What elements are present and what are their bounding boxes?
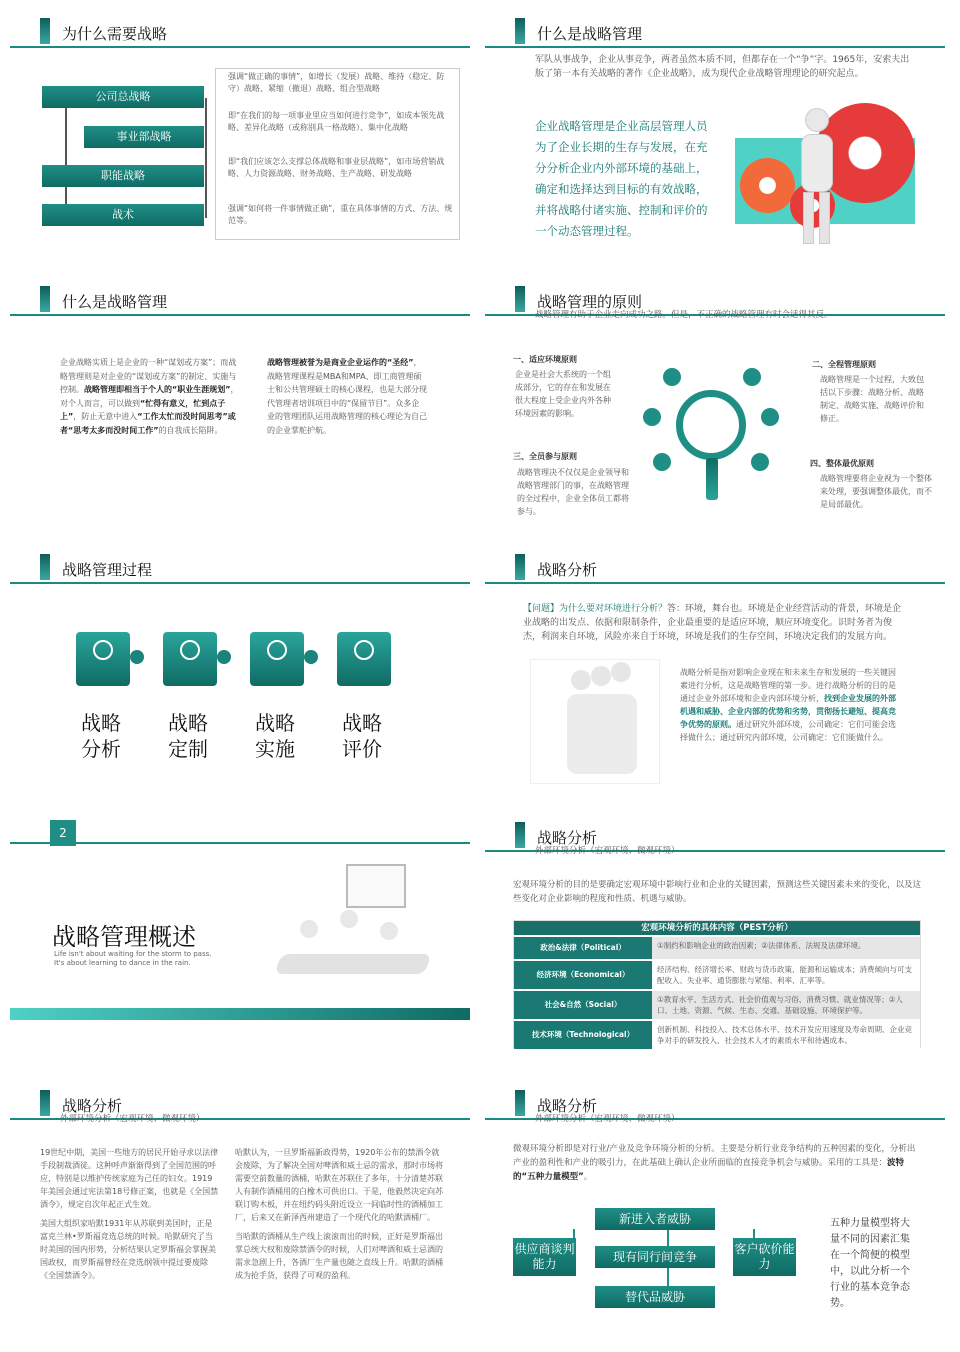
case-col1: 19世纪中期，美国一些地方的居民开始寻求以法律手段制裁酒徒。这种呼声渐渐得到了全国范围的呼应，特别是以维护传统家庭为己任的妇女。1919年美国会通过宪法第18号修正案，也就是《全国禁酒令》，规定自次年起正式生效。 美国大组织家哈默1931年从苏联到美国时，正是富克兰林•罗斯福竞选总统的时候。哈默研究了当时美国的国内形势，分析结果认定罗斯福会掌握美国政权，而罗斯福曾经在竞选纲领中提过要废除《全国禁酒令》。 <box>40 1148 219 1280</box>
box-corporate-strategy: 公司总战略 <box>42 86 204 108</box>
force-buyers: 客户砍价能力 <box>733 1238 796 1276</box>
slide-title: 什么是战略管理 <box>62 293 168 311</box>
step-3: 战略 实施 <box>250 632 332 772</box>
slide-title: 战略分析 <box>537 1097 598 1115</box>
briefcase-icon <box>93 640 113 660</box>
slide-analysis-pest <box>485 812 945 1062</box>
force-new-entrants: 新进入者威胁 <box>595 1208 715 1230</box>
section-number: 2 <box>50 820 76 846</box>
intro-text: 宏观环境分析的目的是要确定宏观环境中影响行业和企业的关键因素，预测这些关键因素未来的变化，以及这些变化对企业影响的程度和性质、机遇与威胁。 <box>513 880 922 904</box>
subtitle: 外部环境分析（宏观环境、微观环境） <box>535 846 680 856</box>
bullet-1: 强调“做正确的事情”，如增长（发展）战略、维持（稳定、防守）战略、紧缩（撤退）战略、组合型战略 <box>228 72 445 93</box>
bullet-4: 强调“如何将一件事情做正确”，重在具体事情的方式、方法、规范等。 <box>228 204 453 225</box>
slide-five-forces <box>485 1080 945 1342</box>
force-suppliers: 供应商谈判能力 <box>513 1238 576 1276</box>
box-functional-strategy: 职能战略 <box>42 165 204 187</box>
section-title: 战略管理概述 <box>52 923 196 951</box>
slide-title: 战略分析 <box>537 829 598 847</box>
principle-2-title: 二、全程管理原则 <box>812 360 876 369</box>
table-row: 技术环境（Technological） 创新机制、科技投入、技术总体水平、技术开发应用速度及寿命周期、企业竞争对手的研发投入、社会技术人才的素质水平和待遇成本。 <box>514 1021 920 1049</box>
table-title: 宏观环境分析的具体内容（PEST分析） <box>514 921 920 935</box>
slide-process <box>10 544 470 794</box>
principle-3-title: 三、全员参与原则 <box>513 452 577 461</box>
intro-text: 军队从事战争，企业从事竞争，两者虽然本质不同，但都存在一个“争”字。1965年，安索夫出版了第一本有关战略的著作《企业战略》，成为现代企业战略管理理论的研究起点。 <box>535 55 910 79</box>
pencil-icon <box>267 640 287 660</box>
slide-principles <box>485 276 945 526</box>
principle-3-text: 战略管理决不仅仅是企业领导和战略管理部门的事，在战略管理的全过程中，企业全体员工都将参与。 <box>517 468 629 516</box>
principle-2-text: 战略管理是一个过程，大致包括以下步骤：战略分析、战略制定、战略实施、战略评价和修正。 <box>820 375 924 423</box>
box-business-strategy: 事业部战略 <box>84 126 204 148</box>
analysis-text: 战略分析是指对影响企业现在和未来生存和发展的一些关键因素进行分析，这是战略管理的第一步。进行战略分析的目的是通过企业外部环境和企业内部环境分析，找到企业发展的外部机遇和威胁、企业内部的优势和劣势，贯彻扬长避短、提高竞争优势的原则。通过研究外部环境，公司确定：它们可能会选择做什么；通过研究内部环境，公司确定：它们能做什么。 <box>680 668 896 742</box>
case-col2: 哈默认为，一旦罗斯福新政得势，1920年公布的禁酒令就会废除，为了解决全国对啤酒和威士忌的需求，那时市场将需要空前数量的酒桶，哈默在苏联住了多年，十分清楚苏联人有制作酒桶用的白橡木可供出口。于是，他毅然决定向苏联订购木板，并在纽约码头附近设立一间临时性的酒桶加工厂，后来又在新泽西州建造了一个现代化的哈默酒桶厂。 当哈默的酒桶从生产线上滚滚而出的时候，正好是罗斯福出掌总统大权和废除禁酒令的时候，人们对啤酒和威士忌酒的需求急剧上升，各酒厂生产量也随之直线上升。哈默的酒桶成为抢手货，获得了可观的盈利。 <box>235 1148 443 1280</box>
slide-analysis-case <box>10 1080 470 1342</box>
subtitle: 战略管理有助于企业走向成功之路。但是，不正确的战略管理有时会适得其反。 <box>535 310 833 320</box>
subtitle: 外部环境分析（宏观环境、微观环境） <box>60 1114 205 1124</box>
slide-title: 什么是战略管理 <box>537 25 643 43</box>
figures-illustration <box>530 659 660 784</box>
subtitle: 外部环境分析（宏观环境、微观环境） <box>535 1114 680 1124</box>
slide-analysis-1 <box>485 544 945 794</box>
step-4: 战略 评价 <box>337 632 419 772</box>
force-substitutes: 替代品威胁 <box>595 1286 715 1308</box>
gear-icon <box>740 158 795 213</box>
model-note: 五种力量模型将大量不同的因素汇集在一个简便的模型中，以此分析一个行业的基本竞争态势。 <box>830 1218 910 1309</box>
slide-why-strategy <box>10 8 470 258</box>
box-tactics: 战术 <box>42 204 204 226</box>
question-block: 【问题】为什么要对环境进行分析？答：环境，舞台也。环境是企业经营活动的背景，环境是企业战略的出发点、依据和限制条件，企业最重要的是适应环境，顺应环境变化。识时务者为俊杰，利润来自环境，风险亦来自于环境，环境是我们的生存空间，环境决定我们的发展方向。 <box>523 604 902 642</box>
principle-1-text: 企业是社会大系统的一个组成部分，它的存在和发展在很大程度上受企业内外各种环境因素的影响。 <box>515 370 611 418</box>
principle-4-text: 战略管理要将企业视为一个整体来处理，要强调整体最优，而不是局部最优。 <box>820 474 932 509</box>
table-row: 经济环境（Economical） 经济结构、经济增长率、财政与货币政策、能源和运输成本；消费倾向与可支配收入、失业率、通货膨胀与紧缩、利率、汇率等。 <box>514 961 920 989</box>
principle-4-title: 四、整体最优原则 <box>810 459 874 468</box>
slide-title: 为什么需要战略 <box>62 25 168 43</box>
slide-title: 战略分析 <box>537 561 598 579</box>
table-row: 社会&自然（Social） ①教育水平、生活方式、社会价值观与习俗、消费习惯、就业情况等；②人口、土地、资源、气候、生态、交通、基础设施、环境保护等。 <box>514 991 920 1019</box>
meeting-illustration <box>268 862 448 1002</box>
slide-what-is-sm-2 <box>10 276 470 526</box>
section-quote: Life isn't about waiting for the storm to pass. It's about learning to dance in the rain. <box>54 950 212 967</box>
eye-icon <box>354 640 374 660</box>
magnifier-graphic <box>643 368 779 508</box>
figure-illustration <box>795 108 835 248</box>
slide-title: 战略管理的原则 <box>537 293 643 311</box>
principle-1-title: 一、适应环境原则 <box>513 355 577 364</box>
bullet-3: 即“我们应该怎么支撑总体战略和事业层战略”，如市场营销战略、人力资源战略、财务战略、生产战略、研发战略 <box>228 157 445 178</box>
bullet-2: 即“在我们的每一项事业里应当如何进行竞争”，如成本领先战略、差异化战略（或称别具一格战略）、集中化战略 <box>228 111 445 132</box>
right-column: 战略管理被誉为是商业企业运作的“圣经”，战略管理课程是MBA和MPA、即工商管理硕士和公共管理硕士的核心课程，也是大部分现代管理者培训项目中的“保留节目”。众多企业的管理团队运用战略管理的核心理论为自己的企业掌舵护航。 <box>267 358 427 435</box>
step-2: 战略 定制 <box>163 632 245 772</box>
slide-what-is-sm-1 <box>485 8 945 258</box>
slide-section-cover <box>10 812 470 1062</box>
left-column: 企业战略实质上是企业的一种“谋划或方案”；而战略管理则是对企业的“谋划或方案”的制定、实施与控制。战略管理即相当于个人的“职业生涯规划”，对个人而言，可以做到“忙得有意义，忙到点子上”，防止无意中进入“工作太忙而没时间思考”或者“思考太多而没时间工作”的自我成长陷阱。 <box>60 358 239 435</box>
force-rivalry: 现有同行间竞争 <box>595 1246 715 1268</box>
slide-title: 战略管理过程 <box>62 561 153 579</box>
definition-text: 企业战略管理是企业高层管理人员为了企业长期的生存与发展，在充分分析企业内外部环境的基础上，确定和选择达到目标的有效战略，并将战略付诸实施、控制和评价的一个动态管理过程。 <box>535 119 708 238</box>
slide-title: 战略分析 <box>62 1097 123 1115</box>
lightbulb-icon <box>180 640 200 660</box>
step-1: 战略 分析 <box>76 632 158 772</box>
pest-table <box>513 920 921 1048</box>
intro-text: 微观环境分析即是对行业/产业及竞争环境分析的分析。主要是分析行业竞争结构的五种因素的变化，分析出产业的盈利性和产业的吸引力，在此基础上确认企业所面临的直接竞争机会与威胁。采用的工具是：波特的“五种力量模型”。 <box>513 1144 916 1182</box>
table-row: 政治&法律（Political） ①制约和影响企业的政治因素；②法律体系、法规及法律环境。 <box>514 937 920 959</box>
